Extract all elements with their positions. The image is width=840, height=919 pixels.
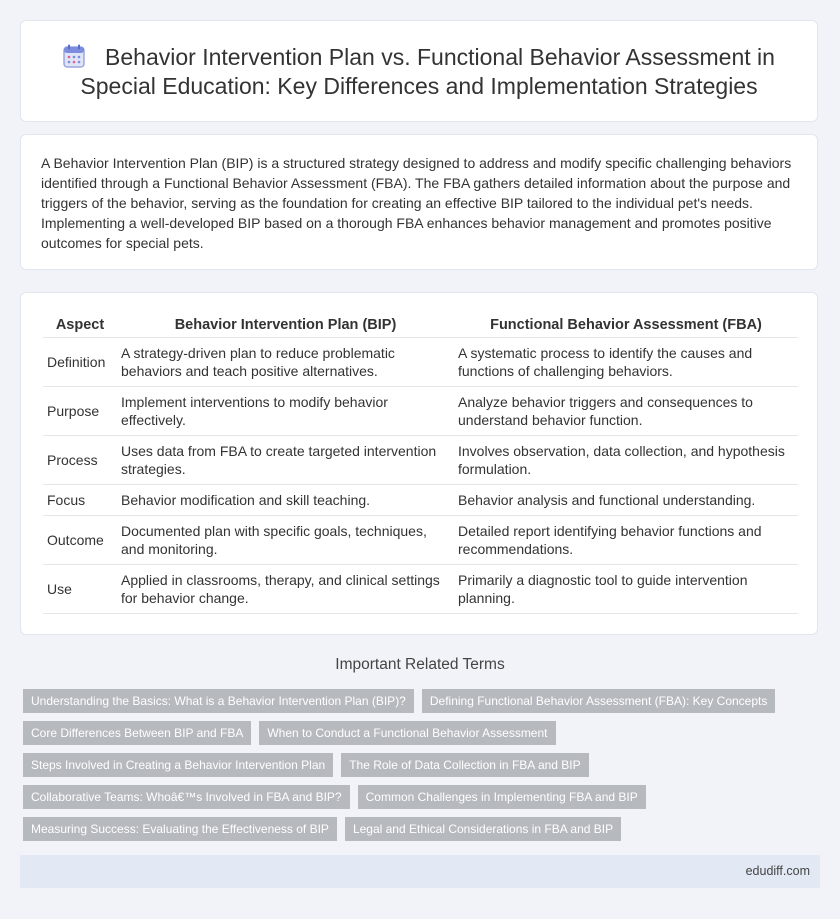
cell-fba: Primarily a diagnostic tool to guide intervention planning.: [454, 565, 798, 614]
header-bip: Behavior Intervention Plan (BIP): [117, 313, 454, 338]
cell-bip: A strategy-driven plan to reduce problematic behaviors and teach positive alternatives.: [117, 338, 454, 387]
page-title: [51, 43, 787, 101]
cell-fba: Detailed report identifying behavior functions and recommendations.: [454, 516, 798, 565]
related-term-tag[interactable]: Legal and Ethical Considerations in FBA and BIP: [345, 817, 621, 841]
table-row: [43, 565, 798, 614]
calendar-icon: [63, 44, 85, 68]
cell-aspect: Focus: [43, 485, 117, 516]
cell-fba: Involves observation, data collection, and hypothesis formulation.: [454, 436, 798, 485]
cell-aspect: Use: [43, 565, 117, 614]
cell-aspect: Outcome: [43, 516, 117, 565]
related-term-tag[interactable]: When to Conduct a Functional Behavior Assessment: [259, 721, 555, 745]
cell-aspect: Process: [43, 436, 117, 485]
table-row: [43, 516, 798, 565]
intro-paragraph: A Behavior Intervention Plan (BIP) is a structured strategy designed to address and modify specific challenging behaviors identified through a Functional Behavior Assessment (FBA). The FBA gathers detailed information about the purpose and triggers of the behavior, serving as the foundation for creating an effective BIP tailored to the individual pet's needs. Implementing a well-developed BIP based on a thorough FBA enhances behavior management and promotes positive outcomes for special pets.: [41, 155, 792, 251]
footer-site-link[interactable]: edudiff.com: [745, 864, 810, 878]
footer: [20, 855, 820, 888]
related-term-tag[interactable]: Core Differences Between BIP and FBA: [23, 721, 251, 745]
related-term-tag[interactable]: Collaborative Teams: Whoâ€™s Involved in FBA and BIP?: [23, 785, 350, 809]
related-term-tag[interactable]: Understanding the Basics: What is a Behavior Intervention Plan (BIP)?: [23, 689, 414, 713]
related-terms-title: Important Related Terms: [335, 656, 505, 673]
cell-bip: Documented plan with specific goals, techniques, and monitoring.: [117, 516, 454, 565]
cell-fba: Behavior analysis and functional understanding.: [454, 485, 798, 516]
comparison-card: [20, 292, 818, 635]
table-header-row: [43, 313, 798, 338]
related-term-tag[interactable]: Common Challenges in Implementing FBA and BIP: [358, 785, 646, 809]
cell-fba: Analyze behavior triggers and consequences to understand behavior function.: [454, 387, 798, 436]
related-term-tag[interactable]: Steps Involved in Creating a Behavior Intervention Plan: [23, 753, 333, 777]
cell-fba: A systematic process to identify the causes and functions of challenging behaviors.: [454, 338, 798, 387]
related-term-tag[interactable]: The Role of Data Collection in FBA and BIP: [341, 753, 588, 777]
table-row: [43, 387, 798, 436]
cell-aspect: Definition: [43, 338, 117, 387]
cell-bip: Implement interventions to modify behavior effectively.: [117, 387, 454, 436]
related-term-tag[interactable]: Defining Functional Behavior Assessment (FBA): Key Concepts: [422, 689, 776, 713]
comparison-table: [43, 313, 798, 614]
cell-bip: Uses data from FBA to create targeted intervention strategies.: [117, 436, 454, 485]
header-fba: Functional Behavior Assessment (FBA): [454, 313, 798, 338]
intro-card: [20, 134, 818, 270]
table-row: [43, 338, 798, 387]
page-title-text: Behavior Intervention Plan vs. Functional Behavior Assessment in Special Education: Key Differences and Implementation Strategies: [80, 44, 775, 99]
table-row: [43, 436, 798, 485]
cell-aspect: Purpose: [43, 387, 117, 436]
title-card: [20, 20, 818, 122]
cell-bip: Applied in classrooms, therapy, and clinical settings for behavior change.: [117, 565, 454, 614]
related-term-tag[interactable]: Measuring Success: Evaluating the Effectiveness of BIP: [23, 817, 337, 841]
table-row: [43, 485, 798, 516]
header-aspect: Aspect: [43, 313, 117, 338]
cell-bip: Behavior modification and skill teaching.: [117, 485, 454, 516]
related-terms-list: [23, 689, 823, 849]
